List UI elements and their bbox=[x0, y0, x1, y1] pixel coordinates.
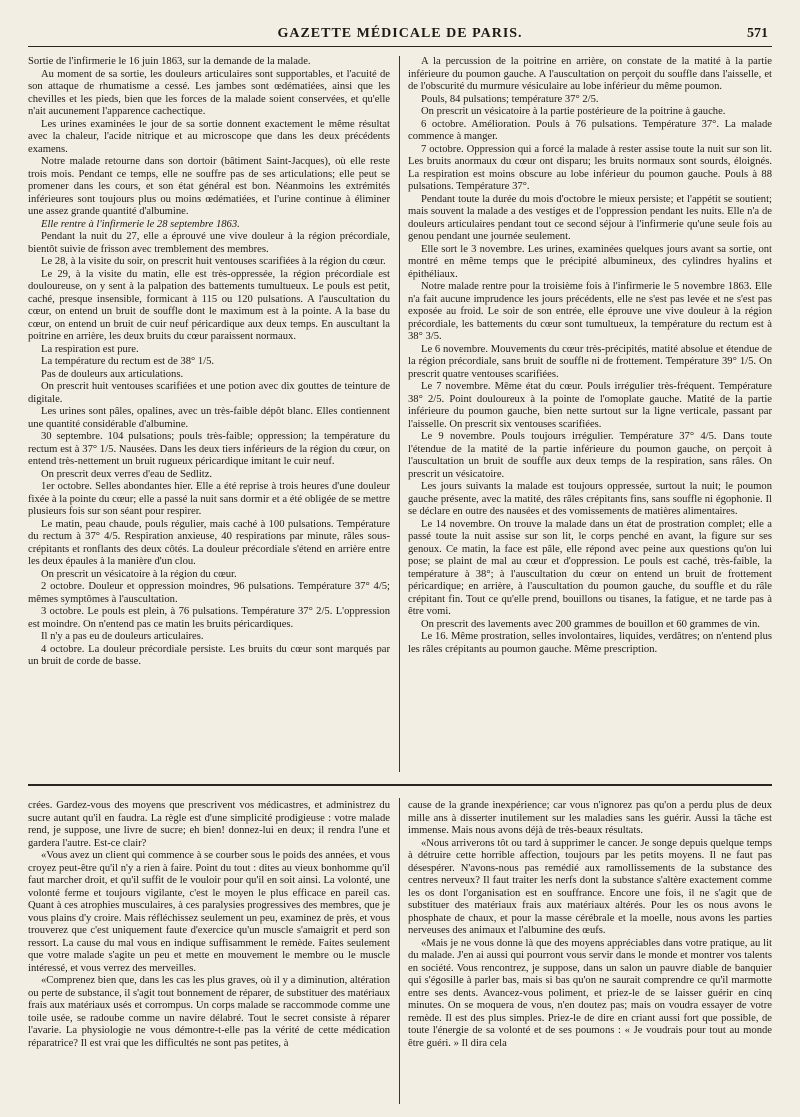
paragraph: Pendant la nuit du 27, elle a éprouvé une vive douleur à la région précordiale, bientôt suivie de frisson avec tremblement des membres. bbox=[28, 231, 390, 255]
paragraph: crées. Gardez-vous des moyens que prescrivent vos médicastres, et administrez du sucre autant qu'il en faudra. La règle est d'une simplicité prodigieuse : votre malade rend, je suppose, une livre de sucre; eh bien! donnez-lui en deux; il rendra l'une et gardera l'autre. Est-ce clair? bbox=[28, 800, 390, 849]
paragraph: 30 septembre. 104 pulsations; pouls très-faible; oppression; la température du rectum est à 37° 1/5. Nausées. Dans les deux tiers inférieurs de la région du cœur, on entend très-nettement un bruit rugueux péricardique imitant le cuir neuf. bbox=[28, 431, 390, 467]
paragraph: La respiration est pure. bbox=[41, 343, 139, 355]
page-number: 571 bbox=[747, 26, 768, 41]
paragraph: A la percussion de la poitrine en arrière, on constate de la matité à la partie inférieure du poumon gauche. A l'auscultation on perçoit du souffle dans l'aisselle, et de l'obscurité du murmure vésiculaire au lobe inférieur du même poumon. bbox=[408, 56, 772, 92]
page-header bbox=[28, 24, 772, 47]
column-bottom-left bbox=[28, 800, 390, 1100]
paragraph: Pas de douleurs aux articulations. bbox=[41, 368, 184, 380]
paragraph: Elle rentre à l'infirmerie le 28 septembre 1863. bbox=[41, 218, 240, 230]
paragraph: Les urines sont pâles, opalines, avec un très-faible dépôt blanc. Elles contiennent une quantité considérable d'albumine. bbox=[28, 406, 390, 430]
paragraph: Le 7 novembre. Même état du cœur. Pouls irrégulier très-fréquent. Température 38° 2/5. Point douloureux à la pointe de l'omoplate gauche. Matité de la partie inférieure du poumon gauche, bien nette surtout sur la ligne verticale, passant par l'aisselle. On prescrit six ventouses scarifiées. bbox=[408, 381, 772, 430]
paragraph: Au moment de sa sortie, les douleurs articulaires sont supportables, et l'acuité de son attaque de rhumatisme a cessé. Les jambes sont œdématiées, ainsi que les chevilles et les pieds, bien que les forces de la malade soient conservées, et qu'elle n'ait aucunement l'apparence cachectique. bbox=[28, 68, 390, 117]
column-divider bbox=[399, 798, 400, 1104]
paragraph: On prescrit huit ventouses scarifiées et une potion avec dix gouttes de teinture de digitale. bbox=[28, 381, 390, 405]
section-divider bbox=[28, 784, 772, 786]
paragraph: Le 16. Même prostration, selles involontaires, liquides, verdâtres; on n'entend plus les râles crépitants au poumon gauche. Même prescription. bbox=[408, 631, 772, 655]
column-top-right bbox=[408, 56, 772, 772]
paragraph: Sortie de l'infirmerie le 16 juin 1863, sur la demande de la malade. bbox=[28, 56, 311, 67]
paragraph: Notre malade retourne dans son dortoir (bâtiment Saint-Jacques), où elle reste trois mois. Pendant ce temps, elle ne souffre pas de ses articulations; elle peut se promener dans les cours, et son état général est bon. Néanmoins les extrémités inférieures sont toujours plus ou moins œdématiées, et l'urine continue à éliminer une assez grande quantité d'albumine. bbox=[28, 156, 390, 217]
paragraph: Pendant toute la durée du mois d'octobre le mieux persiste; et l'appétit se soutient; mais souvent la malade a des vestiges et de l'oppression pendant les nuits. Elle n'a de douleurs articulaires pendant tout ce second séjour à l'infirmerie qu'une seule fois au genou pendant une journée seulement. bbox=[408, 193, 772, 242]
paragraph: On prescrit un vésicatoire à la partie postérieure de la poitrine à gauche. bbox=[421, 106, 726, 117]
paragraph: «Comprenez bien que, dans les cas les plus graves, où il y a diminution, altération ou perte de substance, il s'agit tout bonnement de réparer, de substituer des matériaux frais aux matériaux usés et corrompus. Un corps malade se raccommode comme une toile usée, se radoube comme un navire délabré. Tout le secret consiste à réparer l'avarie. La physiologie ne vous démontre-t-elle pas la vérité de cette médication réparatrice? Il est vrai que les difficultés ne sont pas petites, à bbox=[28, 975, 390, 1049]
paragraph: Le matin, peau chaude, pouls régulier, mais caché à 100 pulsations. Température du rectum à 37° 4/5. Respiration anxieuse, 40 respirations par minute, râles sous-crépitants et ronflants des deux côtés. La douleur précordiale s'étend en arrière entre les deux épaules à la manière d'un clou. bbox=[28, 518, 390, 567]
running-title: GAZETTE MÉDICALE DE PARIS. bbox=[277, 26, 523, 41]
column-divider bbox=[399, 56, 400, 772]
paragraph: 1er octobre. Selles abondantes hier. Elle a été reprise à trois heures d'une douleur fixée à la pointe du cœur; elle a passé la nuit sans dormir et a été obligée de se mettre plusieurs fois sur son séant pour respirer. bbox=[28, 481, 390, 517]
paragraph: 7 octobre. Oppression qui a forcé la malade à rester assise toute la nuit sur son lit. Les bruits anormaux du cœur ont disparu; les bruits normaux sont sourds, éloignés. La respiration est moins obscure au lobe inférieur du poumon gauche. Pouls à 88 pulsations. Température 37°. bbox=[408, 143, 772, 192]
paragraph: La température du rectum est de 38° 1/5. bbox=[41, 356, 215, 367]
paragraph: Le 9 novembre. Pouls toujours irrégulier. Température 37° 4/5. Dans toute l'étendue de la matité de la partie inférieure du poumon gauche, on perçoit à l'auscultation un bruit de souffle aux deux temps de la respiration, sans râles. On prescrit un vésicatoire. bbox=[408, 431, 772, 480]
paragraph: Notre malade rentre pour la troisième fois à l'infirmerie le 5 novembre 1863. Elle n'a fait aucune imprudence les jours précédents, elle ne s'est pas levée et ne s'est pas exposée au froid. Le soir de son entrée, elle éprouve une vive douleur à la région précordiale, les battements du cœur sont tumultueux, la température du rectum est à 38° 3/5. bbox=[408, 281, 772, 342]
paragraph: 6 octobre. Amélioration. Pouls à 76 pulsations. Température 37°. La malade commence à manger. bbox=[408, 118, 772, 142]
paragraph: Pouls, 84 pulsations; température 37° 2/5. bbox=[421, 93, 599, 105]
paragraph: 4 octobre. La douleur précordiale persiste. Les bruits du cœur sont marqués par un bruit de corde de basse. bbox=[28, 643, 390, 667]
paragraph: Le 6 novembre. Mouvements du cœur très-précipités, matité absolue et étendue de la région précordiale, sans bruit de souffle ni de frottement. Température 39° 1/5. On prescrit quatre ventouses scarifiées. bbox=[408, 343, 772, 380]
paragraph: 2 octobre. Douleur et oppression moindres, 96 pulsations. Température 37° 4/5; mêmes symptômes à l'auscultation. bbox=[28, 581, 390, 605]
paragraph: «Vous avez un client qui commence à se courber sous le poids des années, et vous croyez peut-être qu'il n'y a rien à faire. Point du tout : dites au vieux bonhomme qu'il faut marcher droit, et qu'il suffit de le vouloir pour qu'il en soit ainsi. La volonté, une volonté ferme et toujours vigilante, c'est le moyen le plus efficace en pareil cas. Quant à ces atrophies musculaires, à ces paralysies progressives des membres, que je vous plains d'y croire. Mais réfléchissez seulement un peu, examinez de près, et vous trouverez que c'est uniquement faute d'exercice qu'un muscle s'amaigrit et perd son ressort. La cause du mal vous en indique suffisamment le remède. Faites seulement que votre malade s'agite un peu et mette en mouvement le membre ou le muscle intéressé, et vous verrez des merveilles. bbox=[28, 850, 390, 974]
paragraph: Le 29, à la visite du matin, elle est très-oppressée, la région précordiale est douloureuse, on y sent à la palpation des battements tumultueux. Le pouls est petit, caché, presque insensible, formicant à 115 ou 120 pulsations. A l'auscultation du cœur, on entend un bruit de souffle dont le maximum est à la pointe. A la base du cœur, on entend un bruit de cuir neuf péricardique aux deux temps. En auscultant la poitrine en arrière, les deux bruits du cœur paraissent normaux. bbox=[28, 268, 390, 342]
paragraph: Les jours suivants la malade est toujours oppressée, surtout la nuit; le poumon gauche présente, avec la matité, des râles crépitants fins, sans souffle ni égophonie. Il se déclare en outre des nausées et des vomissements de matières alimentaires. bbox=[408, 481, 772, 517]
paragraph: Le 14 novembre. On trouve la malade dans un état de prostration complet; elle a passé toute la nuit assise sur son lit, le corps penché en avant, la figure sur ses genoux. Ce matin, la face est pâle, elle répond avec peine aux questions qu'on lui pose; se plaint de mal au cœur et d'oppression. Le pouls est caché, très-faible, la température à 38°; à l'auscultation du cœur on entend un bruit de frottement péricardique; en arrière, à l'auscultation du poumon gauche, du souffle et du râle crépitant fin. Tout ce qu'elle prend, bouillons ou tisanes, la fatigue, et ne tarde pas à être vomi. bbox=[408, 518, 772, 617]
paragraph: On prescrit un vésicatoire à la région du cœur. bbox=[41, 568, 237, 580]
paragraph: On prescrit deux verres d'eau de Sedlitz. bbox=[41, 468, 213, 480]
column-top-left bbox=[28, 56, 390, 772]
paragraph: «Mais je ne vous donne là que des moyens appréciables dans votre pratique, au lit du malade. J'en ai aussi qui pourront vous servir dans le monde et montrer vos talents en société. Vous rencontrez, je suppose, dans un salon un pauvre diable de banquier qui s'égosille à parler bas, mais si bas qu'on ne saurait comprendre ce qu'il marmotte entre ses dents. Avancez-vous poliment, et priez-le de se laisser guérir en cinq minutes. On se moquera de vous, n'en doutez pas; mais on voudra essayer de votre remède. Il est des plus simples. Priez-le de dire en criant aussi fort que possible, de toute l'énergie de sa volonté et de ses poumons : « Je voudrais pour tout au monde être guéri. » Il dira cela bbox=[408, 937, 772, 1049]
paragraph: Il n'y a pas eu de douleurs articulaires. bbox=[41, 631, 204, 642]
paragraph: 3 octobre. Le pouls est plein, à 76 pulsations. Température 37° 2/5. L'oppression est moindre. On n'entend pas ce matin les bruits péricardiques. bbox=[28, 606, 390, 630]
paragraph: Les urines examinées le jour de sa sortie donnent exactement le même résultat avec la chaleur, l'acide nitrique et au microscope que dans les deux précédents examens. bbox=[28, 118, 390, 155]
paragraph: On prescrit des lavements avec 200 grammes de bouillon et 60 grammes de vin. bbox=[421, 618, 760, 630]
paragraph: cause de la grande inexpérience; car vous n'ignorez pas qu'on a perdu plus de deux mille ans à disserter inutilement sur les maladies sans les guérir. Aussi la tâche est immense. Mais nous avons déjà de très-beaux résultats. bbox=[408, 800, 772, 836]
paragraph: Le 28, à la visite du soir, on prescrit huit ventouses scarifiées à la région du cœur. bbox=[41, 256, 386, 267]
paragraph: Elle sort le 3 novembre. Les urines, examinées quelques jours avant sa sortie, ont montré en même temps que le précipité albumineux, des cylindres hyalins et épithéliaux. bbox=[408, 243, 772, 280]
column-bottom-right bbox=[408, 800, 772, 1100]
paragraph: «Nous arriverons tôt ou tard à supprimer le cancer. Je songe depuis quelque temps à détruire cette horrible affection, toujours par les petits moyens. Il ne faut pas désespérer. N'avons-nous pas remédié aux ramollissements de la substance des centres nerveux? Il faut traiter les nerfs dont la substance s'altère exactement comme les os dont l'organisation est en souffrance. Encore une fois, il ne s'agit que de substituer des matériaux frais aux matériaux altérés. Pour les os nous avons le phosphate de chaux, et pour la masse cérébrale et la moelle, nous avons les parties nerveuses des animaux et l'albumine des œufs. bbox=[408, 837, 772, 936]
